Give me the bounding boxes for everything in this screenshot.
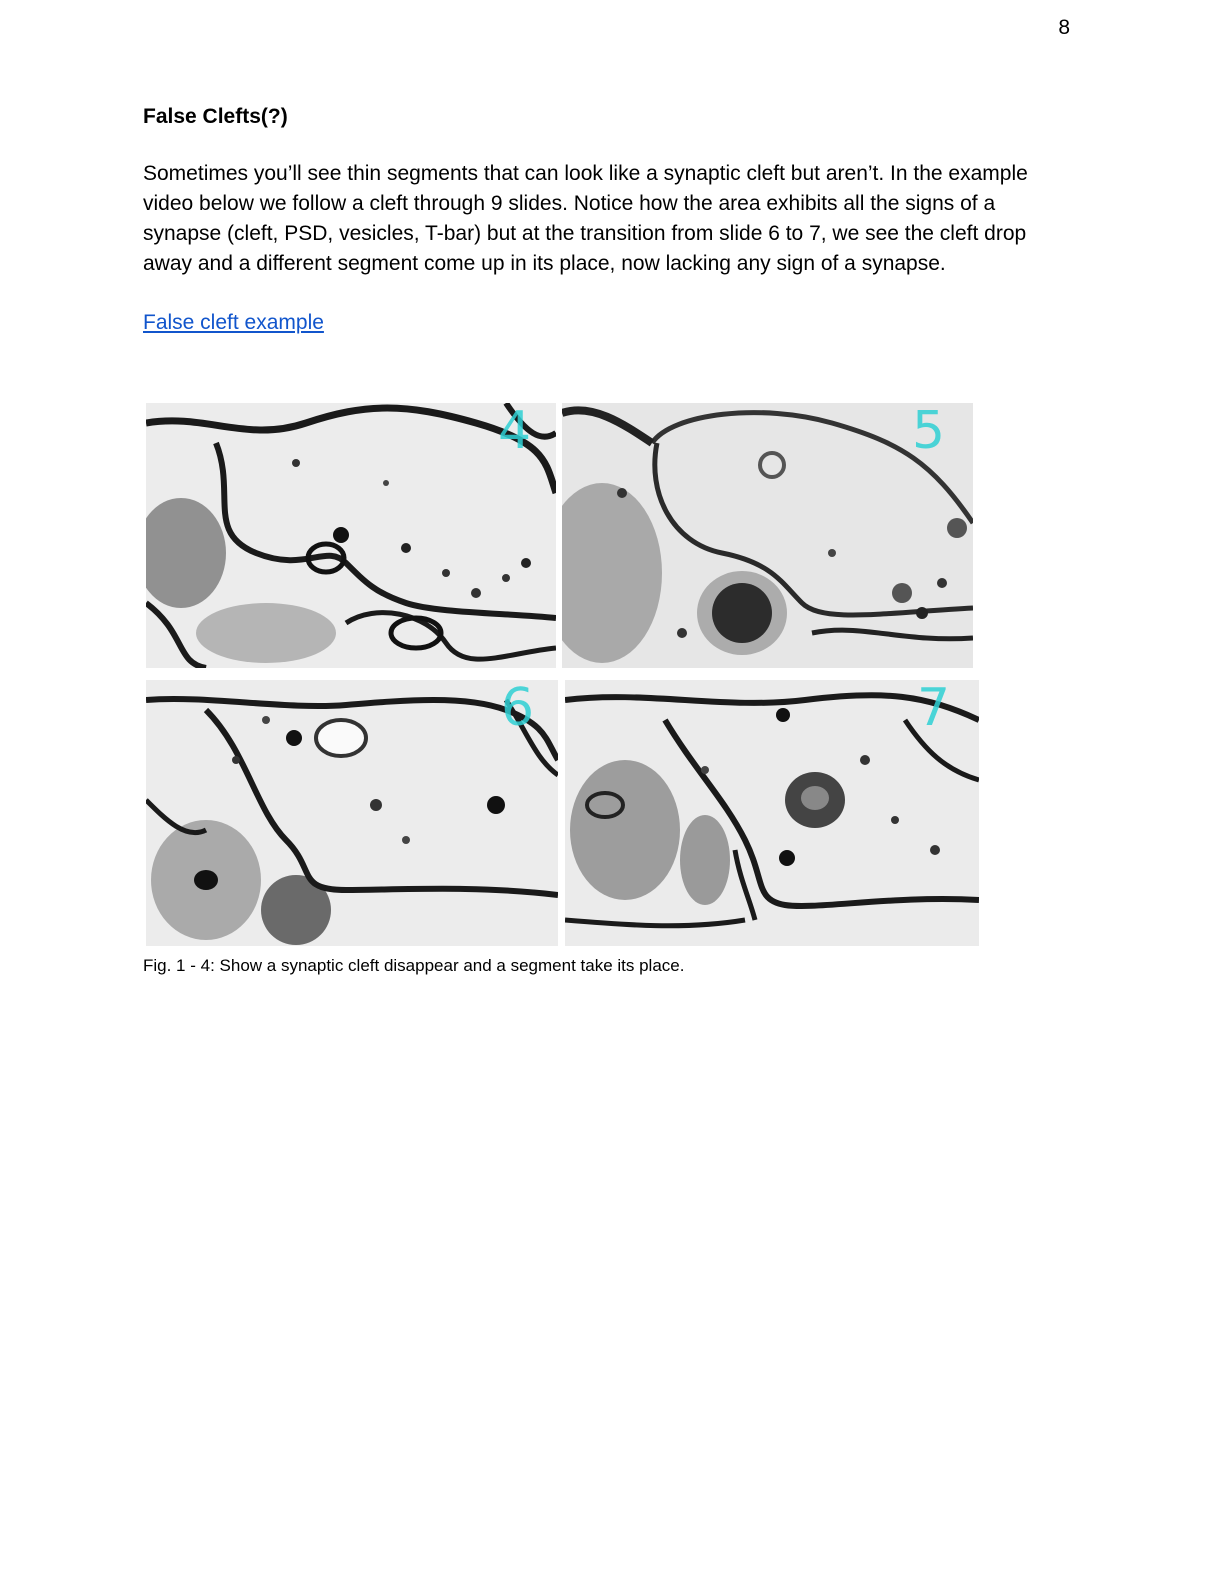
micrograph-panel-6 xyxy=(146,680,558,946)
slide-number-label: 4 xyxy=(498,403,532,461)
figure-grid xyxy=(146,403,986,948)
false-cleft-example-link[interactable]: False cleft example xyxy=(143,311,324,334)
slide-number-label: 7 xyxy=(917,680,951,738)
page-content xyxy=(143,100,1078,338)
page-number: 8 xyxy=(1058,16,1070,39)
figure-caption: Fig. 1 - 4: Show a synaptic cleft disappear and a segment take its place. xyxy=(143,956,685,975)
micrograph-image xyxy=(146,680,558,946)
slide-number-label: 5 xyxy=(912,403,946,461)
section-heading: False Clefts(?) xyxy=(143,105,288,128)
micrograph-panel-4 xyxy=(146,403,556,668)
micrograph-panel-5 xyxy=(562,403,973,668)
micrograph-image xyxy=(146,403,556,668)
micrograph-panel-7 xyxy=(565,680,979,946)
body-paragraph: Sometimes you’ll see thin segments that can look like a synaptic cleft but aren’t. In the example video below we follow a cleft through 9 slides. Notice how the area exhibits all the signs of a synapse (cleft, PSD, vesicles, T-bar) but at the transition from slide 6 to 7, we see the cleft drop away and a different segment come up in its place, now lacking any sign of a synapse. xyxy=(143,162,1028,275)
slide-number-label: 6 xyxy=(501,680,535,738)
